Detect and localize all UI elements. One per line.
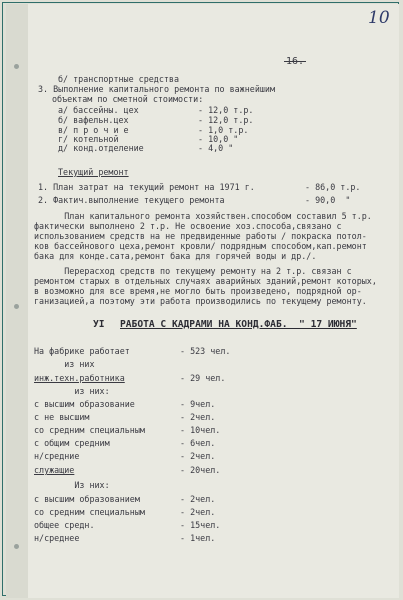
- binding-strip: [6, 4, 28, 598]
- folio-number: 10: [368, 8, 390, 28]
- page-number: 16.: [286, 56, 305, 67]
- staff-label: с высшим образованием: [34, 494, 140, 504]
- staff-value: - 523 чел.: [180, 346, 231, 356]
- current-line2-value: - 90,0 ": [305, 195, 351, 205]
- current-line1-value: - 86,0 т.р.: [305, 182, 361, 192]
- staff-label: служащие: [34, 465, 75, 475]
- current-line2-label: 2. Фактич.выполнение текущего ремонта: [38, 195, 225, 205]
- staff-label: общее средн.: [34, 520, 95, 530]
- capital-item-label: а/ бассейны. цех: [58, 105, 139, 115]
- staff-value: - 2чел.: [180, 412, 216, 422]
- staff-value: - 6чел.: [180, 438, 216, 448]
- binding-hole: [14, 304, 19, 309]
- binding-hole: [14, 64, 19, 69]
- capital-item-label: д/ конд.отделение: [58, 143, 144, 153]
- capital-line-b: б/ транспортные средства: [58, 74, 180, 84]
- staff-label: из них: [34, 359, 95, 369]
- paragraph1-line: бака для конде.сата,ремонт бака для горячей воды и др./.: [34, 251, 317, 261]
- section-number: УI: [93, 319, 105, 330]
- paragraph2-line: ганизацией,а поэтому эти работа производились по текущему ремонту.: [34, 296, 367, 306]
- capital-item-value: - 12,0 т.р.: [198, 115, 254, 125]
- staff-label: со средним специальным: [34, 425, 145, 435]
- paragraph1-line: использованием средств на не предвиденные работы / покраска потол-: [34, 231, 367, 241]
- staff-label: н/средние: [34, 451, 80, 461]
- section-title: РАБОТА С КАДРАМИ НА КОНД.ФАБ. " 17 ИЮНЯ": [120, 319, 357, 330]
- staff-label: с общим средним: [34, 438, 110, 448]
- capital-item-value: - 10,0 ": [198, 134, 239, 144]
- binding-hole: [14, 544, 19, 549]
- current-heading: Текущий ремонт: [58, 167, 129, 177]
- paragraph1-line: План капитального ремонта хозяйствен.способом составил 5 т.р.: [34, 211, 372, 221]
- capital-line-3a: 3. Выполнение капитального ремонта по важнейшим: [38, 84, 275, 94]
- staff-label: из них:: [34, 386, 110, 396]
- staff-value: - 9чел.: [180, 399, 216, 409]
- paragraph2-line: Перерасход средств по текущему ремонту на 2 т.р. связан с: [34, 266, 352, 276]
- staff-label: Из них:: [34, 480, 110, 490]
- staff-label: н/среднее: [34, 533, 80, 543]
- capital-item-label: г/ котельной: [58, 134, 119, 144]
- paragraph2-line: ремонтом старых в отдельных случаях аварийных зданий,ремонт которых,: [34, 276, 377, 286]
- staff-value: - 15чел.: [180, 520, 221, 530]
- staff-value: - 1чел.: [180, 533, 216, 543]
- paragraph2-line: в возможно для все время,не могло быть произведено, подрядной ор-: [34, 286, 362, 296]
- staff-value: - 29 чел.: [180, 373, 226, 383]
- staff-value: - 10чел.: [180, 425, 221, 435]
- staff-label: инж.техн.работника: [34, 373, 125, 383]
- capital-item-value: - 12,0 т.р.: [198, 105, 254, 115]
- staff-value: - 2чел.: [180, 494, 216, 504]
- staff-label: со средним специальным: [34, 507, 145, 517]
- capital-item-label: б/ вафельн.цех: [58, 115, 129, 125]
- staff-label: с не высшим: [34, 412, 90, 422]
- staff-label: На фабрике работает: [34, 346, 130, 356]
- staff-value: - 2чел.: [180, 451, 216, 461]
- capital-item-label: в/ п р о ч и е: [58, 125, 129, 135]
- capital-line-3b: объектам по сметной стоимости:: [52, 94, 204, 104]
- staff-value: - 2чел.: [180, 507, 216, 517]
- paragraph1-line: фактически выполнено 2 т.р. Не освоение хоз.способа,связано с: [34, 221, 342, 231]
- current-line1-label: 1. План затрат на текущий ремонт на 1971 г.: [38, 182, 255, 192]
- capital-item-value: - 1,0 т.р.: [198, 125, 249, 135]
- staff-value: - 20чел.: [180, 465, 221, 475]
- staff-label: с высшим образование: [34, 399, 135, 409]
- capital-item-value: - 4,0 ": [198, 143, 234, 153]
- paragraph1-line: ков бассейнового цеха,ремонт кровли/ подрядным способом,кап.ремонт: [34, 241, 367, 251]
